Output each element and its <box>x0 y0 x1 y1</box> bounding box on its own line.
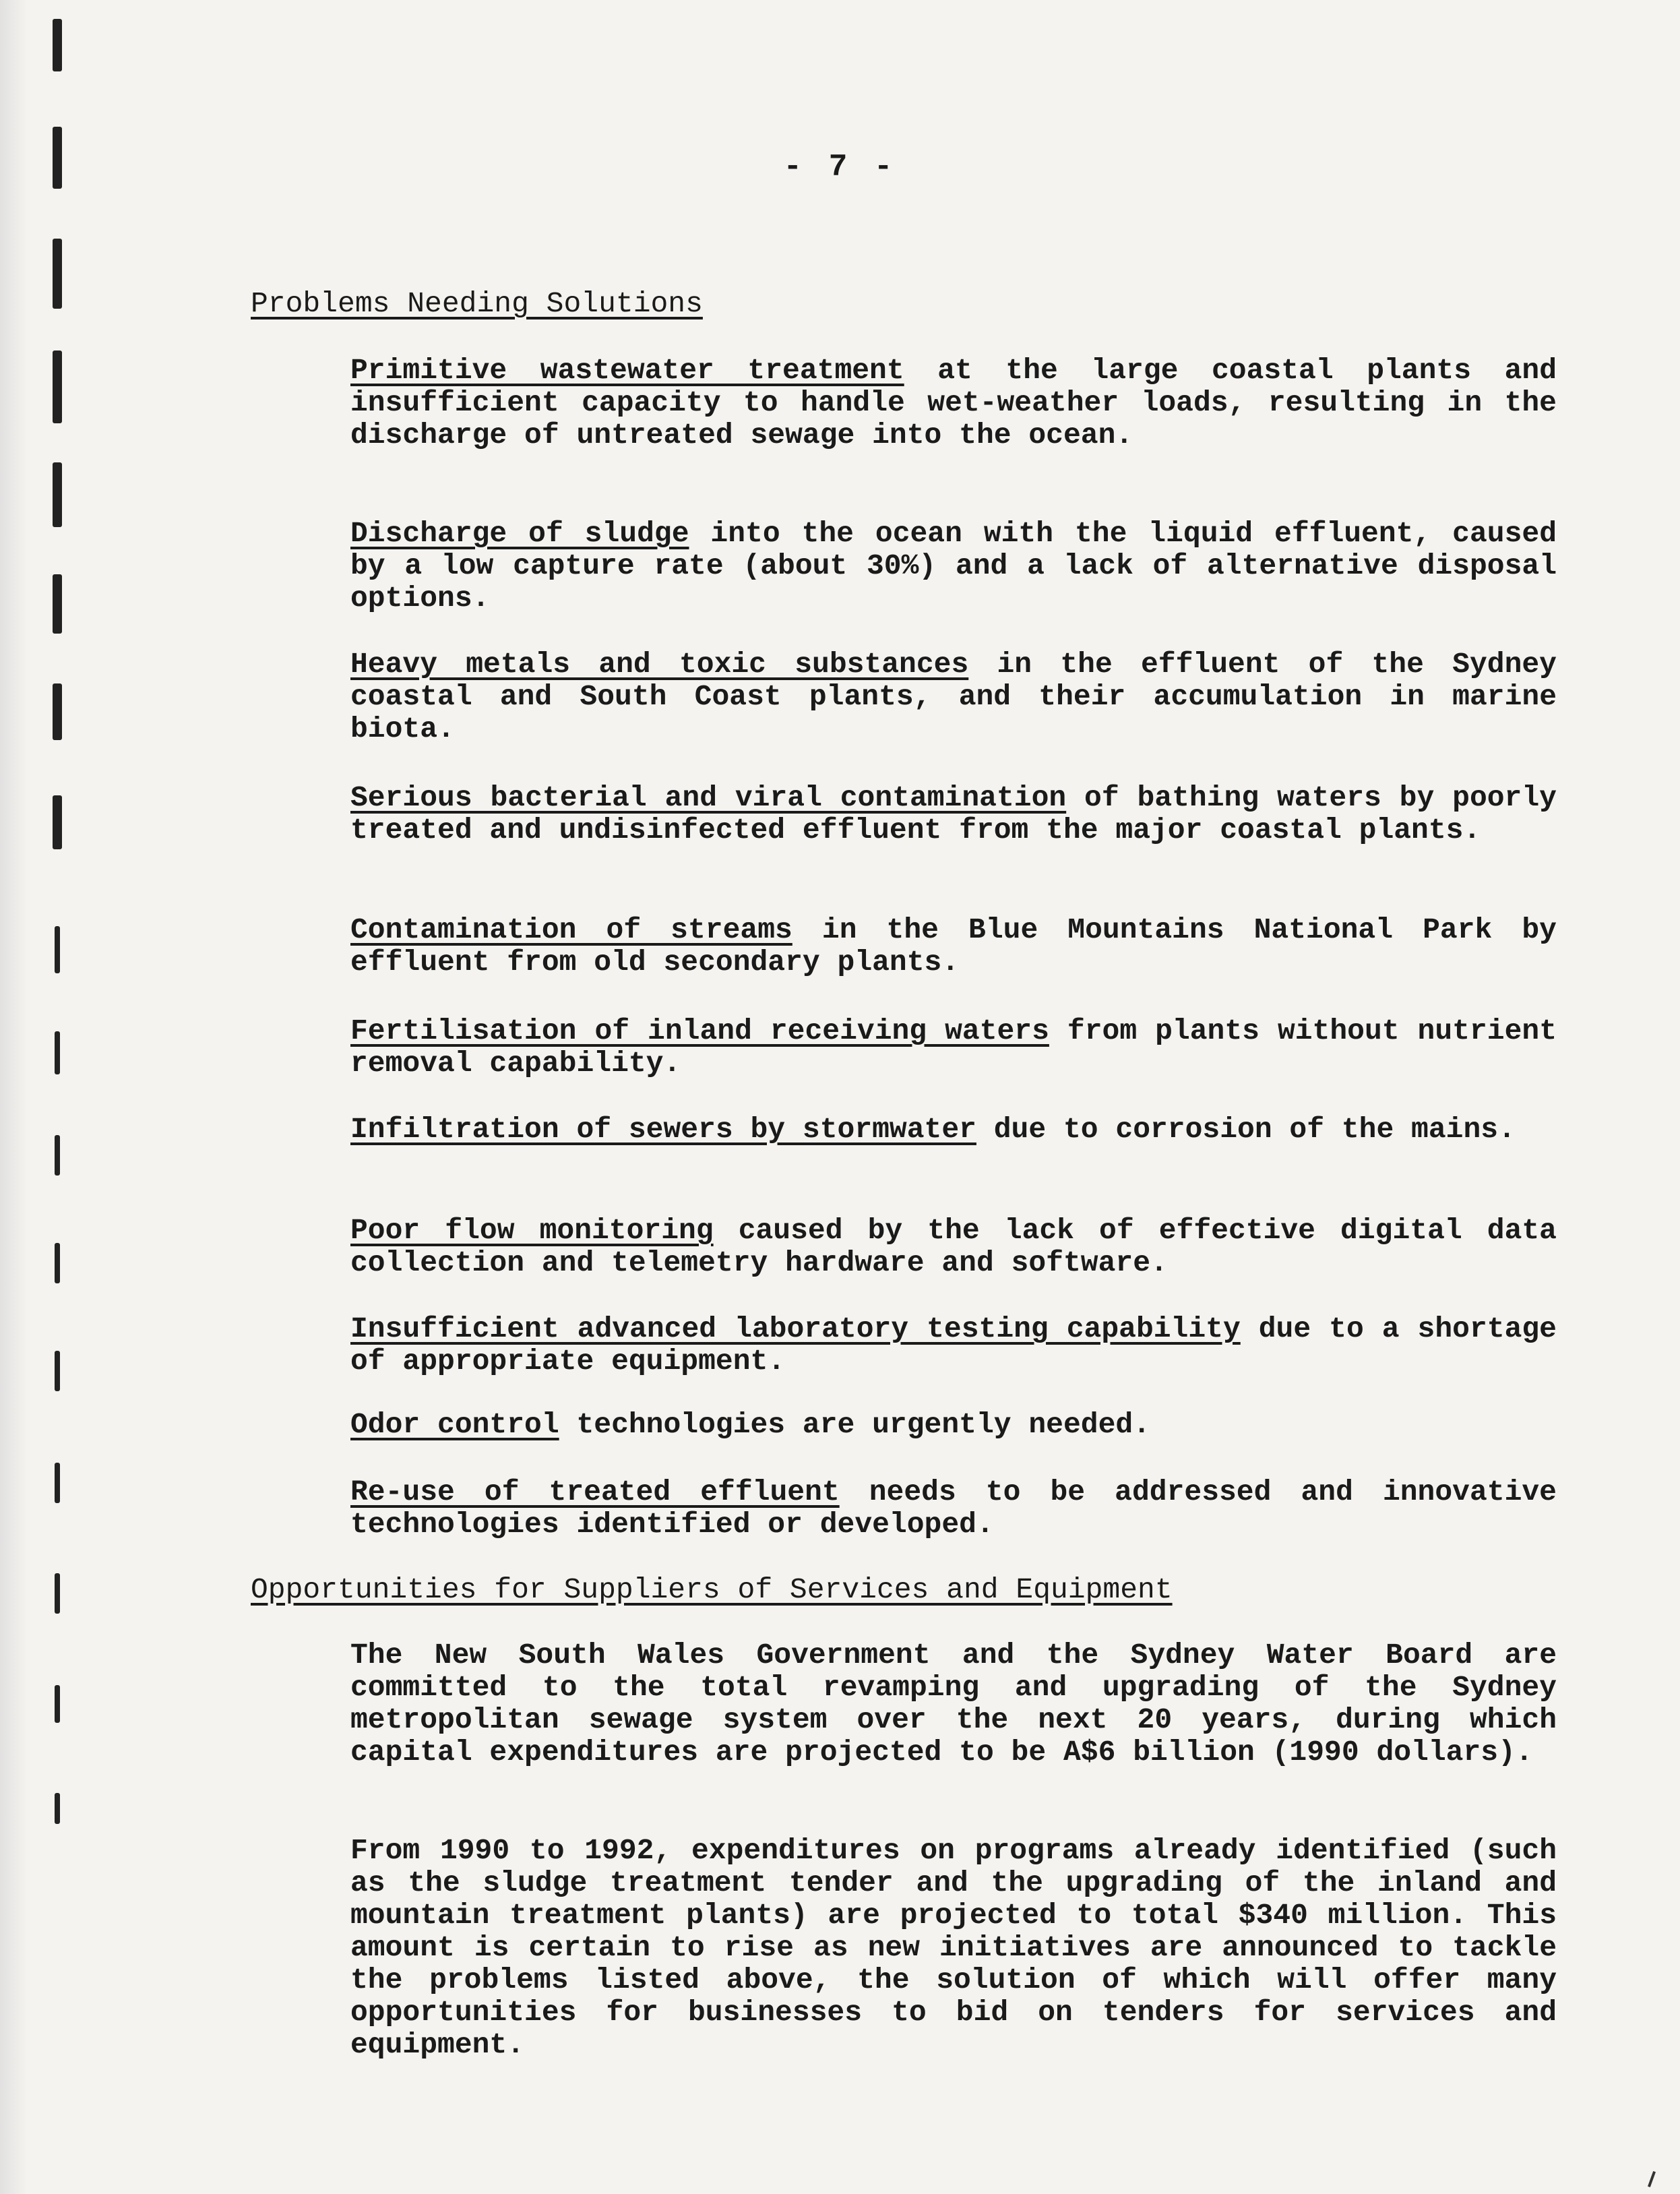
problem-item <box>350 1015 1557 1080</box>
problem-text: due to corrosion of the mains. <box>976 1113 1516 1146</box>
problem-lead: Re-use of treated effluent <box>350 1475 840 1509</box>
problem-item <box>350 1313 1557 1378</box>
problem-text: needs to be addressed and innovative technologies identified or developed. <box>350 1475 1557 1541</box>
problem-item <box>350 1409 1557 1441</box>
problem-text: from plants without nutrient removal capability. <box>350 1014 1557 1080</box>
opportunity-paragraph: From 1990 to 1992, expenditures on programs already identified (such as the sludge treatment tender and the upgrading of the inland and mountain treatment plants) are projected to total $340 million. This amount is certain to rise as new initiatives are announced to tackle the problems listed above, the solution of which will offer many opportunities for businesses to bid on tenders for services and equipment. <box>350 1834 1557 2061</box>
binding-hole <box>53 683 62 740</box>
problem-item <box>350 914 1557 979</box>
problem-item <box>350 1114 1557 1146</box>
binding-holes <box>40 0 81 2194</box>
problem-item <box>350 782 1557 847</box>
stray-mark <box>1648 2171 1656 2187</box>
problem-lead: Contamination of streams <box>350 913 792 946</box>
binding-hole <box>53 574 62 634</box>
problem-text: technologies are urgently needed. <box>559 1408 1150 1441</box>
binding-hole <box>55 1243 60 1283</box>
binding-hole <box>55 1463 60 1503</box>
problem-lead: Poor flow monitoring <box>350 1214 714 1247</box>
binding-hole <box>53 795 62 849</box>
section-heading-problems: Problems Needing Solutions <box>251 287 703 320</box>
problem-text: in the Blue Mountains National Park by effluent from old secondary plants. <box>350 913 1557 979</box>
problem-lead: Primitive wastewater treatment <box>350 354 904 387</box>
binding-hole <box>53 462 62 527</box>
binding-hole <box>55 1685 60 1723</box>
problem-lead: Odor control <box>350 1408 559 1441</box>
page-number: - 7 - <box>783 150 897 185</box>
problem-item <box>350 1476 1557 1541</box>
problem-lead: Infiltration of sewers by stormwater <box>350 1113 976 1146</box>
problem-item <box>350 648 1557 745</box>
binding-hole <box>53 351 62 423</box>
binding-hole <box>55 1031 60 1074</box>
problem-item <box>350 355 1557 452</box>
page-edge-shadow <box>0 0 27 2194</box>
binding-hole <box>55 1135 60 1176</box>
problem-text: of bathing waters by poorly treated and undisinfected effluent from the major coastal plants. <box>350 781 1557 847</box>
section-heading-opportunities: Opportunities for Suppliers of Services and Equipment <box>251 1573 1173 1606</box>
opportunity-paragraph: The New South Wales Government and the Sydney Water Board are committed to the total revamping and upgrading of the Sydney metropolitan sewage system over the next 20 years, during which capital expenditures are projected to be A$6 billion (1990 dollars). <box>350 1639 1557 1769</box>
problem-text: caused by the lack of effective digital data collection and telemetry hardware and software. <box>350 1214 1557 1279</box>
problem-text: at the large coastal plants and insufficient capacity to handle wet-weather loads, resulting in the discharge of untreated sewage into the ocean. <box>350 354 1557 452</box>
binding-hole <box>53 239 62 309</box>
binding-hole <box>55 1351 60 1391</box>
binding-hole <box>55 926 60 973</box>
problem-item <box>350 518 1557 615</box>
problem-lead: Fertilisation of inland receiving waters <box>350 1014 1049 1047</box>
binding-hole <box>53 19 62 71</box>
problem-text: into the ocean with the liquid effluent, caused by a low capture rate (about 30%) and a lack of alternative disposal options. <box>350 517 1557 615</box>
problem-lead: Insufficient advanced laboratory testing capability <box>350 1312 1241 1345</box>
problem-lead: Heavy metals and toxic substances <box>350 648 969 681</box>
problem-item <box>350 1215 1557 1279</box>
problem-text: due to a shortage of appropriate equipment. <box>350 1312 1557 1378</box>
binding-hole <box>55 1793 60 1824</box>
problem-text: in the effluent of the Sydney coastal and South Coast plants, and their accumulation in marine biota. <box>350 648 1557 745</box>
binding-hole <box>55 1573 60 1614</box>
problem-lead: Serious bacterial and viral contamination <box>350 781 1067 814</box>
problem-lead: Discharge of sludge <box>350 517 689 550</box>
